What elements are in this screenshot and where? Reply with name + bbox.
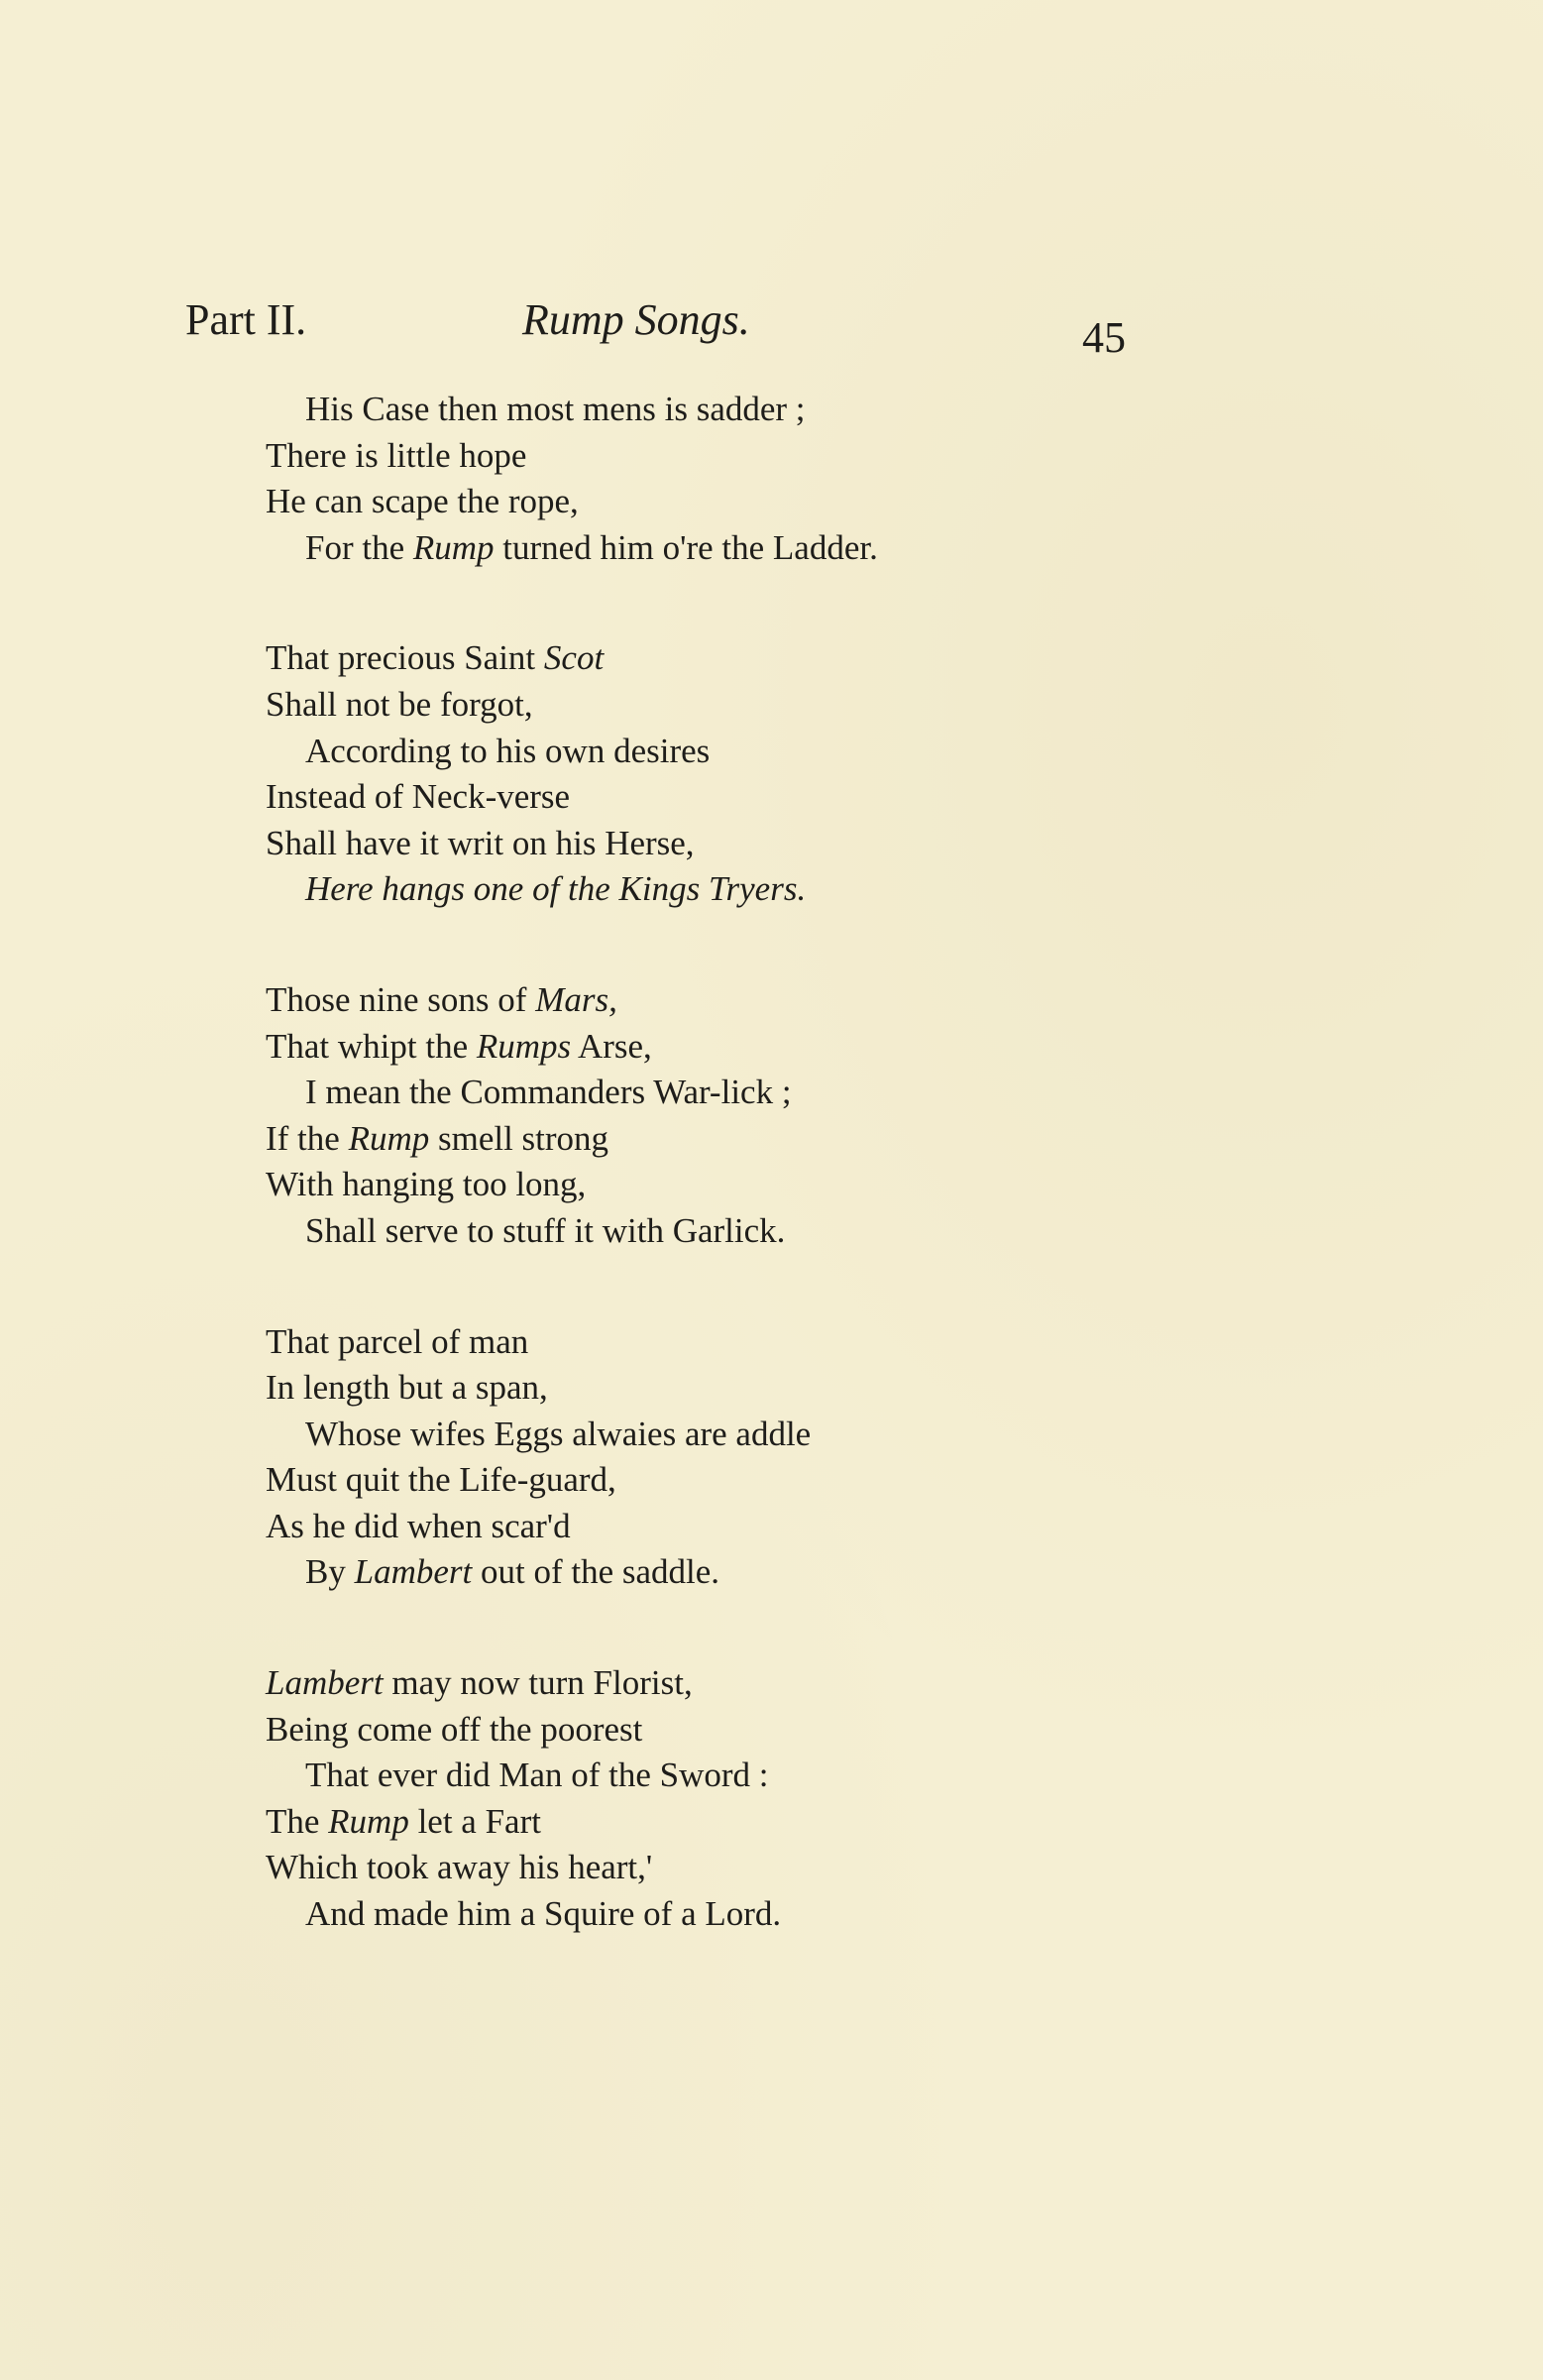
text-segment: Instead of Neck-verse <box>266 777 571 817</box>
text-segment: By <box>305 1552 355 1592</box>
verse-line <box>266 479 1217 525</box>
verse-line <box>266 682 1217 729</box>
verse-line <box>266 1799 1217 1846</box>
text-segment: With hanging too long, <box>266 1165 587 1204</box>
verse-line <box>266 821 1217 867</box>
text-segment: His Case then most mens is sadder ; <box>305 390 806 428</box>
verse-line <box>266 1365 1217 1412</box>
text-segment: smell strong <box>429 1118 609 1158</box>
verse-line <box>266 1116 1217 1163</box>
verse-line <box>266 1549 1217 1596</box>
page-number: 45 <box>1082 313 1126 362</box>
verse-line <box>266 866 1217 913</box>
text-segment: He can scape the rope, <box>266 482 579 521</box>
text-segment: Shall serve to stuff it with Garlick. <box>305 1210 786 1250</box>
verse-line <box>266 774 1217 821</box>
italic-text: Lambert <box>354 1552 473 1592</box>
verse-line <box>266 1504 1217 1550</box>
italic-text: Here hangs one of the Kings Tryers. <box>305 869 807 909</box>
text-segment: For the <box>305 527 413 567</box>
italic-text: Rump <box>348 1118 430 1158</box>
text-segment: As he did when scar'd <box>266 1506 571 1545</box>
stanza <box>266 1319 1217 1597</box>
italic-text: Rumps <box>476 1026 572 1066</box>
italic-text: Mars, <box>535 979 617 1019</box>
verse-line <box>266 1208 1217 1255</box>
text-segment: According to his own desires <box>305 731 711 770</box>
text-segment: In length but a span, <box>266 1368 548 1408</box>
text-segment: Whose wifes Eggs alwaies are addle <box>305 1414 812 1453</box>
text-segment: Shall not be forgot, <box>266 684 533 724</box>
italic-text: Rump <box>328 1801 409 1841</box>
stanza <box>266 977 1217 1255</box>
verse-line <box>266 1753 1217 1799</box>
text-segment: may now turn Florist, <box>383 1663 693 1703</box>
text-segment: turned him o're the Ladder. <box>494 527 878 567</box>
text-segment: If the <box>266 1118 349 1158</box>
verse-line <box>266 1845 1217 1891</box>
verse-line <box>266 387 1217 433</box>
verse-line <box>266 1412 1217 1458</box>
text-segment: That ever did Man of the Sword : <box>305 1756 769 1795</box>
text-segment: There is little hope <box>266 435 527 475</box>
poem-body <box>266 387 1217 2002</box>
verse-line <box>266 1024 1217 1071</box>
text-segment: Arse, <box>571 1026 652 1066</box>
stanza <box>266 1660 1217 1938</box>
text-segment: And made him a Squire of a Lord. <box>305 1894 782 1934</box>
verse-line <box>266 1891 1217 1938</box>
text-segment: out of the saddle. <box>472 1552 720 1592</box>
verse-line <box>266 433 1217 480</box>
running-title: Rump Songs. <box>522 295 750 344</box>
italic-text: Rump <box>412 527 495 567</box>
verse-line <box>266 525 1217 572</box>
part-label: Part II. <box>185 295 307 344</box>
running-header <box>185 294 1137 364</box>
verse-line <box>266 1660 1217 1707</box>
verse-line <box>266 1162 1217 1208</box>
text-segment: Shall have it writ on his Herse, <box>266 823 695 862</box>
text-segment: That whipt the <box>266 1026 477 1066</box>
stanza <box>266 387 1217 571</box>
text-segment: Must quit the Life-guard, <box>266 1460 616 1500</box>
text-segment: That parcel of man <box>266 1321 529 1361</box>
verse-line <box>266 977 1217 1024</box>
text-segment: That precious Saint <box>266 638 544 678</box>
verse-line <box>266 635 1217 682</box>
italic-text: Scot <box>543 638 605 678</box>
text-segment: Being come off the poorest <box>266 1709 643 1749</box>
verse-line <box>266 1319 1217 1366</box>
verse-line <box>266 1707 1217 1754</box>
text-segment: The <box>266 1801 329 1841</box>
verse-line <box>266 1457 1217 1504</box>
italic-text: Lambert <box>266 1663 384 1703</box>
verse-line <box>266 1070 1217 1116</box>
text-segment: Those nine sons of <box>266 979 536 1019</box>
text-segment: I mean the Commanders War-lick ; <box>305 1073 792 1112</box>
text-segment: Which took away his heart,' <box>266 1848 653 1887</box>
stanza <box>266 635 1217 913</box>
text-segment: let a Fart <box>408 1801 541 1841</box>
verse-line <box>266 729 1217 775</box>
